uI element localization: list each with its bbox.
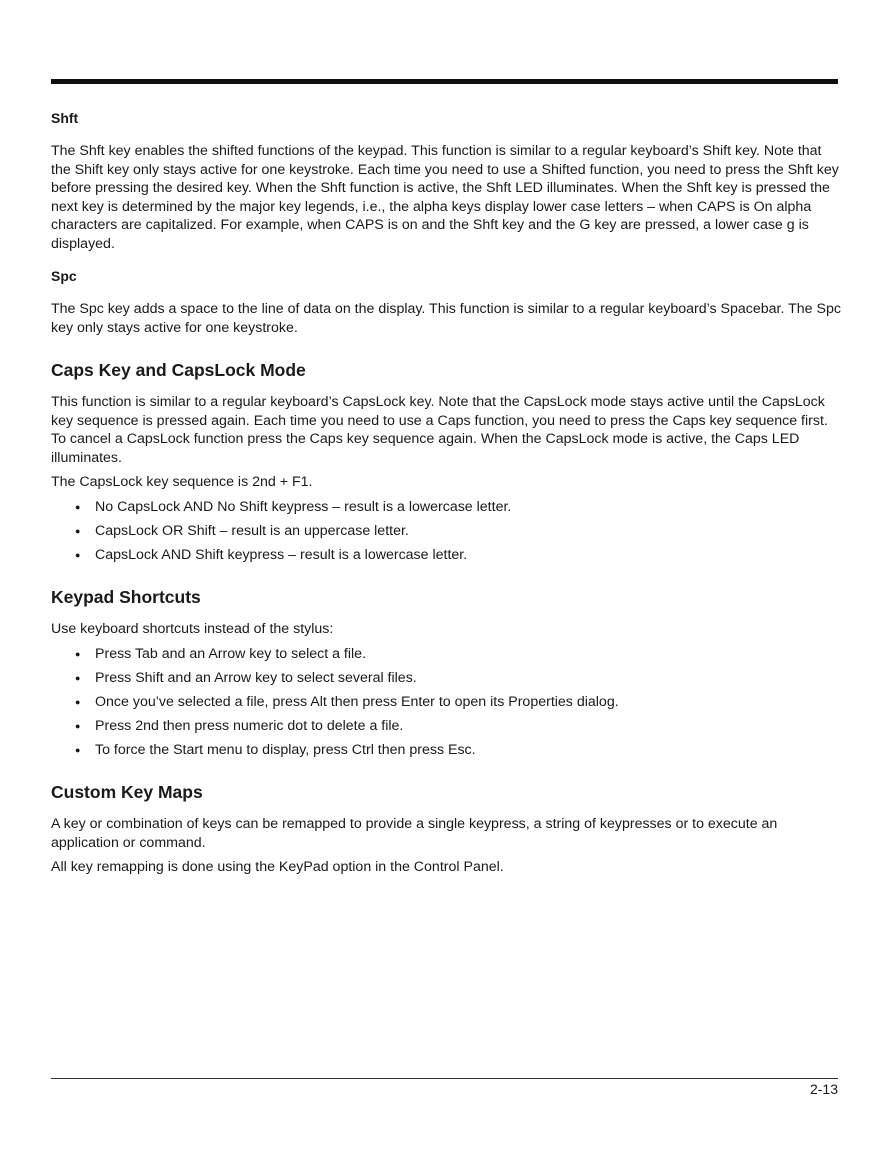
list-item: ● Press Shift and an Arrow key to select several files.	[51, 669, 841, 688]
list-item: ● No CapsLock AND No Shift keypress – result is a lowercase letter.	[51, 498, 841, 517]
list-item: ● Once you’ve selected a file, press Alt then press Enter to open its Properties dialog.	[51, 693, 841, 712]
caps-list	[51, 498, 841, 565]
list-item: ● CapsLock OR Shift – result is an uppercase letter.	[51, 522, 841, 541]
caps-heading: Caps Key and CapsLock Mode	[51, 360, 306, 380]
shortcuts-list	[51, 645, 841, 760]
shft-paragraph: The Shft key enables the shifted functions of the keypad. This function is similar to a regular keyboard’s Shift key. Note that the Shift key only stays active for one keystroke. Each time you need to use a Shifted function, you need to press the Shft key before pressing the desired key. When the Shft function is active, the Shft LED illuminates. When the Shft key is pressed the next key is determined by the major key legends, i.e., the alpha keys display lower case letters – when CAPS is On alpha characters are capitalized. For example, when CAPS is on and the Shft key and the G key are pressed, a lower case g is displayed.	[51, 143, 839, 252]
page-content	[51, 110, 841, 877]
caps-sequence: The CapsLock key sequence is 2nd + F1.	[51, 474, 313, 490]
spc-paragraph: The Spc key adds a space to the line of data on the display. This function is similar to a regular keyboard’s Spacebar. The Spc key only stays active for one keystroke.	[51, 301, 841, 336]
list-item: ● Press Tab and an Arrow key to select a file.	[51, 645, 841, 664]
page-number: 2-13	[809, 1081, 838, 1097]
keymaps-paragraph-2: All key remapping is done using the KeyPad option in the Control Panel.	[51, 859, 504, 875]
keymaps-heading: Custom Key Maps	[51, 782, 203, 802]
caps-paragraph: This function is similar to a regular keyboard’s CapsLock key. Note that the CapsLock mode stays active until the CapsLock key sequence is pressed again. Each time you need to use a Caps function, you need to press the Caps key sequence first. To cancel a CapsLock function press the Caps key sequence again. When the CapsLock mode is active, the Caps LED illuminates.	[51, 394, 828, 466]
shortcuts-intro: Use keyboard shortcuts instead of the stylus:	[51, 621, 334, 637]
list-item: ● To force the Start menu to display, press Ctrl then press Esc.	[51, 741, 841, 760]
list-item: ● CapsLock AND Shift keypress – result is a lowercase letter.	[51, 546, 841, 565]
header-rule	[51, 79, 838, 84]
spc-heading: Spc	[51, 268, 77, 284]
footer-rule	[51, 1078, 838, 1079]
list-item: ● Press 2nd then press numeric dot to delete a file.	[51, 717, 841, 736]
keymaps-paragraph-1: A key or combination of keys can be remapped to provide a single keypress, a string of keypresses or to execute an application or command.	[51, 816, 778, 851]
shortcuts-heading: Keypad Shortcuts	[51, 587, 201, 607]
shft-heading: Shft	[51, 110, 79, 126]
